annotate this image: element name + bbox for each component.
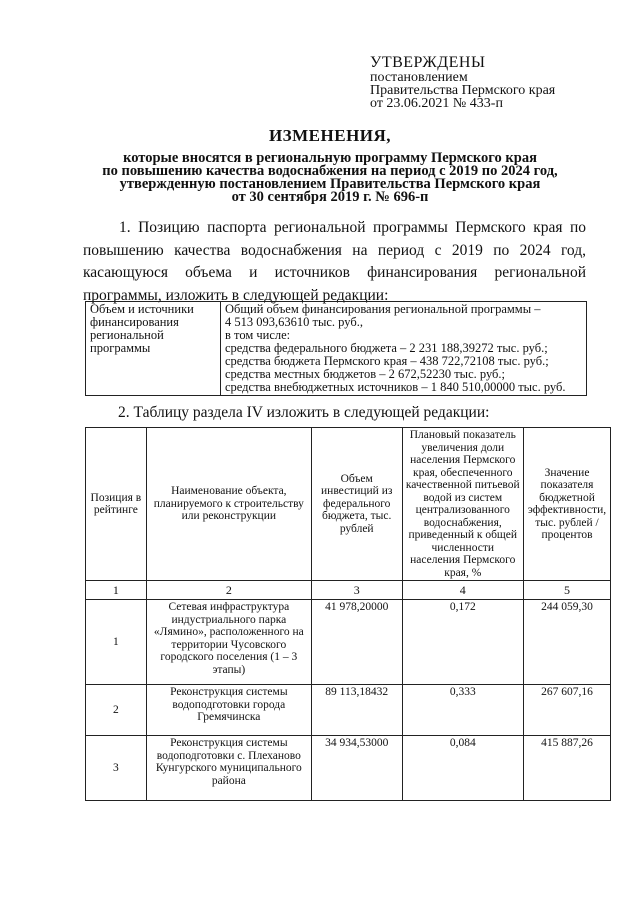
financing-line: средства бюджета Пермского края – 438 722,72108 тыс. руб.; — [225, 354, 549, 368]
title-line: по повышению качества водоснабжения на период с 2019 по 2024 год, — [102, 163, 558, 179]
row-object-name: Реконструкция системы водоподготовки с. Плеханово Кунгурского муниципального района — [146, 736, 311, 801]
financing-line: 4 513 093,63610 тыс. руб., — [225, 315, 363, 329]
column-number: 4 — [402, 581, 524, 600]
header-efficiency: Значение показателя бюджетной эффективности, тыс. рублей / процентов — [524, 428, 611, 581]
row-position: 3 — [86, 736, 147, 801]
column-number: 2 — [146, 581, 311, 600]
financing-line: средства федерального бюджета – 2 231 188,39272 тыс. руб.; — [225, 341, 548, 355]
title-line: от 30 сентября 2019 г. № 696-п — [231, 189, 429, 205]
header-indicator: Плановый показатель увеличения доли населения Пермского края, обеспеченного качественной питьевой водой из систем централизованного водоснабжения, приведенный к общей численности населения Пермского края, % — [402, 428, 524, 581]
financing-line: средства внебюджетных источников – 1 840 510,00000 тыс. руб. — [225, 380, 566, 394]
financing-table — [85, 301, 587, 396]
table-row — [86, 685, 611, 736]
financing-line: в том числе: — [225, 328, 291, 342]
row-indicator: 0,084 — [402, 736, 524, 801]
financing-line: средства местных бюджетов – 2 672,52230 тыс. руб.; — [225, 367, 506, 381]
row-investment: 89 113,18432 — [311, 685, 402, 736]
column-number-row — [86, 581, 611, 600]
table-row — [86, 302, 587, 396]
row-investment: 34 934,53000 — [311, 736, 402, 801]
financing-line: Общий объем финансирования региональной программы – — [225, 302, 541, 316]
table-row — [86, 600, 611, 685]
row-investment: 41 978,20000 — [311, 600, 402, 685]
row-object-name: Реконструкция системы водоподготовки города Гремячинска — [146, 685, 311, 736]
rating-table — [85, 427, 611, 801]
row-position: 1 — [86, 600, 147, 685]
column-number: 3 — [311, 581, 402, 600]
approval-stamp — [370, 54, 630, 110]
row-indicator: 0,172 — [402, 600, 524, 685]
row-object-name: Сетевая инфраструктура индустриального парка «Лямино», расположенного на территории Чусовского городского поселения (1 – 3 этапы) — [146, 600, 311, 685]
table-header-row — [86, 428, 611, 581]
title-heading: ИЗМЕНЕНИЯ, — [268, 126, 392, 145]
row-efficiency: 267 607,16 — [524, 685, 611, 736]
financing-values — [221, 302, 587, 396]
approval-date: от 23.06.2021 № 433-п — [370, 96, 503, 111]
column-number: 5 — [524, 581, 611, 600]
paragraph-2: 2. Таблицу раздела IV изложить в следующей редакции: — [118, 404, 490, 421]
title-line: которые вносятся в региональную программу Пермского края — [123, 150, 537, 166]
paragraph-1: 1. Позицию паспорта региональной программы Пермского края по повышению качества водоснабжения на период с 2019 по 2024 год, касающуюся объема и источников финансирования региональной программы, изложить в следующей редакции: — [83, 219, 586, 304]
column-number: 1 — [86, 581, 147, 600]
header-object-name: Наименование объекта, планируемого к строительству или реконструкции — [146, 428, 311, 581]
row-efficiency: 415 887,26 — [524, 736, 611, 801]
row-efficiency: 244 059,30 — [524, 600, 611, 685]
table-row — [86, 736, 611, 801]
title-line: утвержденную постановлением Правительства Пермского края — [119, 176, 541, 192]
approval-line: постановлением — [370, 70, 468, 85]
approval-line: Правительства Пермского края — [370, 83, 556, 98]
document-title — [50, 126, 610, 204]
financing-label: Объем и источники финансирования региональной программы — [86, 302, 221, 396]
header-position: Позиция в рейтинге — [86, 428, 147, 581]
row-position: 2 — [86, 685, 147, 736]
row-indicator: 0,333 — [402, 685, 524, 736]
header-investment: Объем инвестиций из федерального бюджета, тыс. рублей — [311, 428, 402, 581]
approval-heading: УТВЕРЖДЕНЫ — [370, 54, 486, 71]
